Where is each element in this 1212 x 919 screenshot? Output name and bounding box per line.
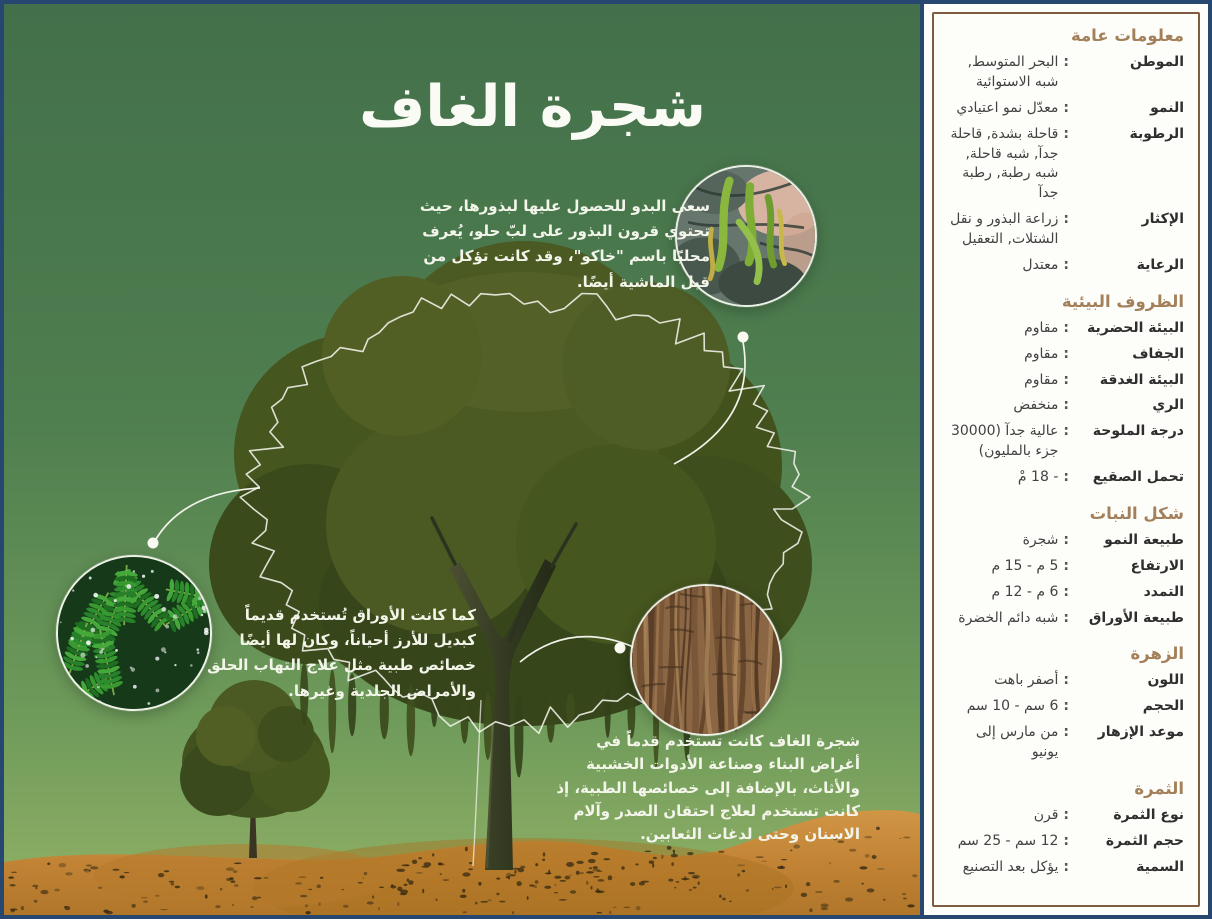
info-label: التمدد	[1143, 583, 1184, 600]
colon-separator: :	[1063, 832, 1069, 849]
info-label: الرطوبة	[1129, 125, 1184, 142]
info-row	[948, 345, 1184, 365]
section-header: الثمرة	[1134, 778, 1184, 798]
panel-section	[948, 292, 1184, 488]
info-row	[948, 396, 1184, 416]
colon-separator: :	[1063, 724, 1069, 741]
colon-separator: :	[1063, 54, 1069, 70]
info-value: معتدل	[1022, 256, 1059, 273]
info-row	[948, 210, 1184, 250]
info-value: - 18 مْ	[1017, 469, 1059, 485]
colon-separator: :	[1063, 345, 1069, 362]
info-value: 6 سم - 10 سم	[966, 698, 1059, 715]
info-row	[948, 99, 1184, 119]
info-value: شجرة	[1022, 531, 1059, 548]
info-label: اللون	[1147, 672, 1184, 689]
info-label: طبيعة النمو	[1104, 531, 1184, 548]
panel-section	[948, 26, 1184, 276]
info-label: الحجم	[1142, 698, 1184, 715]
colon-separator: :	[1063, 371, 1069, 388]
info-label: نوع الثمرة	[1113, 806, 1184, 823]
info-label: السمية	[1136, 858, 1184, 875]
info-value: عالية جدآ (30000 جزء بالمليون)	[950, 423, 1059, 460]
colon-separator: :	[1063, 125, 1069, 142]
colon-separator: :	[1063, 806, 1069, 823]
colon-separator: :	[1063, 609, 1069, 626]
info-row	[948, 371, 1184, 391]
panel-section	[948, 644, 1184, 763]
sand-mound-left	[94, 844, 394, 908]
colon-separator: :	[1063, 99, 1069, 116]
info-label: البيئة الحضرية	[1087, 319, 1184, 336]
info-label: طبيعة الأوراق	[1088, 609, 1184, 626]
info-value: مقاوم	[1024, 371, 1059, 388]
info-row	[948, 468, 1184, 488]
info-value: 12 سم - 25 سم	[957, 832, 1059, 849]
colon-separator: :	[1063, 557, 1069, 574]
info-value: مقاوم	[1024, 345, 1059, 362]
info-label: الري	[1152, 397, 1184, 414]
info-row	[948, 671, 1184, 691]
info-label: درجة الملوحة	[1092, 423, 1184, 440]
info-row	[948, 858, 1184, 878]
info-row	[948, 806, 1184, 826]
colon-separator: :	[1063, 531, 1069, 548]
colon-separator: :	[1063, 672, 1069, 689]
info-value: قاحلة بشدة, قاحلة جدآ, شبه قاحلة, شبه رطبة, رطبة جدآ	[950, 125, 1059, 202]
colon-separator: :	[1063, 469, 1069, 485]
info-value: من مارس إلى يونيو	[975, 724, 1059, 760]
colon-separator: :	[1063, 397, 1069, 414]
section-header: الظروف البيئية	[1061, 291, 1184, 311]
info-label: حجم الثمرة	[1105, 832, 1184, 849]
info-label: البيئة الغدقة	[1099, 371, 1184, 388]
info-row	[948, 557, 1184, 577]
info-row	[948, 531, 1184, 551]
info-panel-content	[932, 12, 1200, 907]
colon-separator: :	[1063, 319, 1069, 336]
colon-separator: :	[1063, 423, 1069, 440]
info-value: شبه دائم الخضرة	[958, 609, 1059, 626]
info-value: 5 م - 15 م	[991, 557, 1059, 574]
info-row	[948, 832, 1184, 852]
info-label: الموطن	[1129, 54, 1184, 70]
info-label: الرعاية	[1136, 256, 1184, 273]
info-value: يؤكل بعد التصنيع	[962, 858, 1059, 875]
info-label: موعد الإزهار	[1097, 724, 1184, 741]
section-header: معلومات عامة	[1070, 26, 1184, 45]
info-row	[948, 125, 1184, 205]
info-value: مقاوم	[1024, 319, 1059, 336]
leaves-photo	[56, 555, 212, 711]
infographic-scene	[4, 4, 920, 915]
annotation-leaves: كما كانت الأوراق تُستخدم قديماً كبديل للأرز أحياناً، وكان لها أيضًا خصائص طبية مثل علاج التهاب الحلق والأمراض الجلدية وغيرها.	[207, 606, 476, 700]
info-label: تحمل الصقيع	[1092, 469, 1184, 485]
info-row	[948, 319, 1184, 339]
section-header: الزهرة	[1130, 644, 1184, 664]
annotation-wood: شجرة الغاف كانت تستخدم قدماً في أغراض البناء وصناعة الأدوات الخشبية والأثاث، بالإضافة إلى خصائصها الطبية، إذ كانت تستخدم لعلاج احتقان الصدر وآلام الاسنان وحتى لدغات الثعابين.	[556, 732, 860, 843]
info-row	[948, 53, 1184, 93]
info-value: أصفر باهت	[994, 672, 1059, 689]
colon-separator: :	[1063, 583, 1069, 600]
annotation-pods: سعى البدو للحصول عليها لبذورها، حيث تحتوي قرون البذور على لبّ حلو، يُعرف محليًا باسم "خاكو"، وقد كانت تؤكل من قبل الماشية أيضًا.	[419, 197, 710, 291]
bark-photo	[630, 584, 782, 736]
info-value: معدّل نمو اعتيادي	[956, 99, 1059, 116]
info-row	[948, 422, 1184, 462]
info-row	[948, 723, 1184, 763]
info-row	[948, 583, 1184, 603]
page-title: شجرة الغاف	[359, 74, 706, 140]
info-label: الإكثار	[1141, 211, 1184, 228]
colon-separator: :	[1063, 211, 1069, 228]
info-value: زراعة البذور و نقل الشتلات, التعقيل	[950, 211, 1059, 247]
info-label: الجفاف	[1132, 345, 1184, 362]
info-value: منخفض	[1013, 397, 1059, 414]
colon-separator: :	[1063, 698, 1069, 715]
info-row	[948, 609, 1184, 629]
info-row	[948, 697, 1184, 717]
info-value: قرن	[1033, 806, 1059, 823]
info-panel	[920, 4, 1208, 915]
panel-section	[948, 779, 1184, 878]
info-label: الارتفاع	[1130, 557, 1184, 574]
info-label: النمو	[1150, 99, 1184, 116]
panel-section	[948, 504, 1184, 629]
section-header: شكل النبات	[1089, 503, 1184, 523]
colon-separator: :	[1063, 256, 1069, 273]
info-value: 6 م - 12 م	[991, 583, 1059, 600]
colon-separator: :	[1063, 858, 1069, 875]
info-value: البحر المتوسط, شبه الاستوائية	[967, 54, 1059, 90]
info-row	[948, 256, 1184, 276]
